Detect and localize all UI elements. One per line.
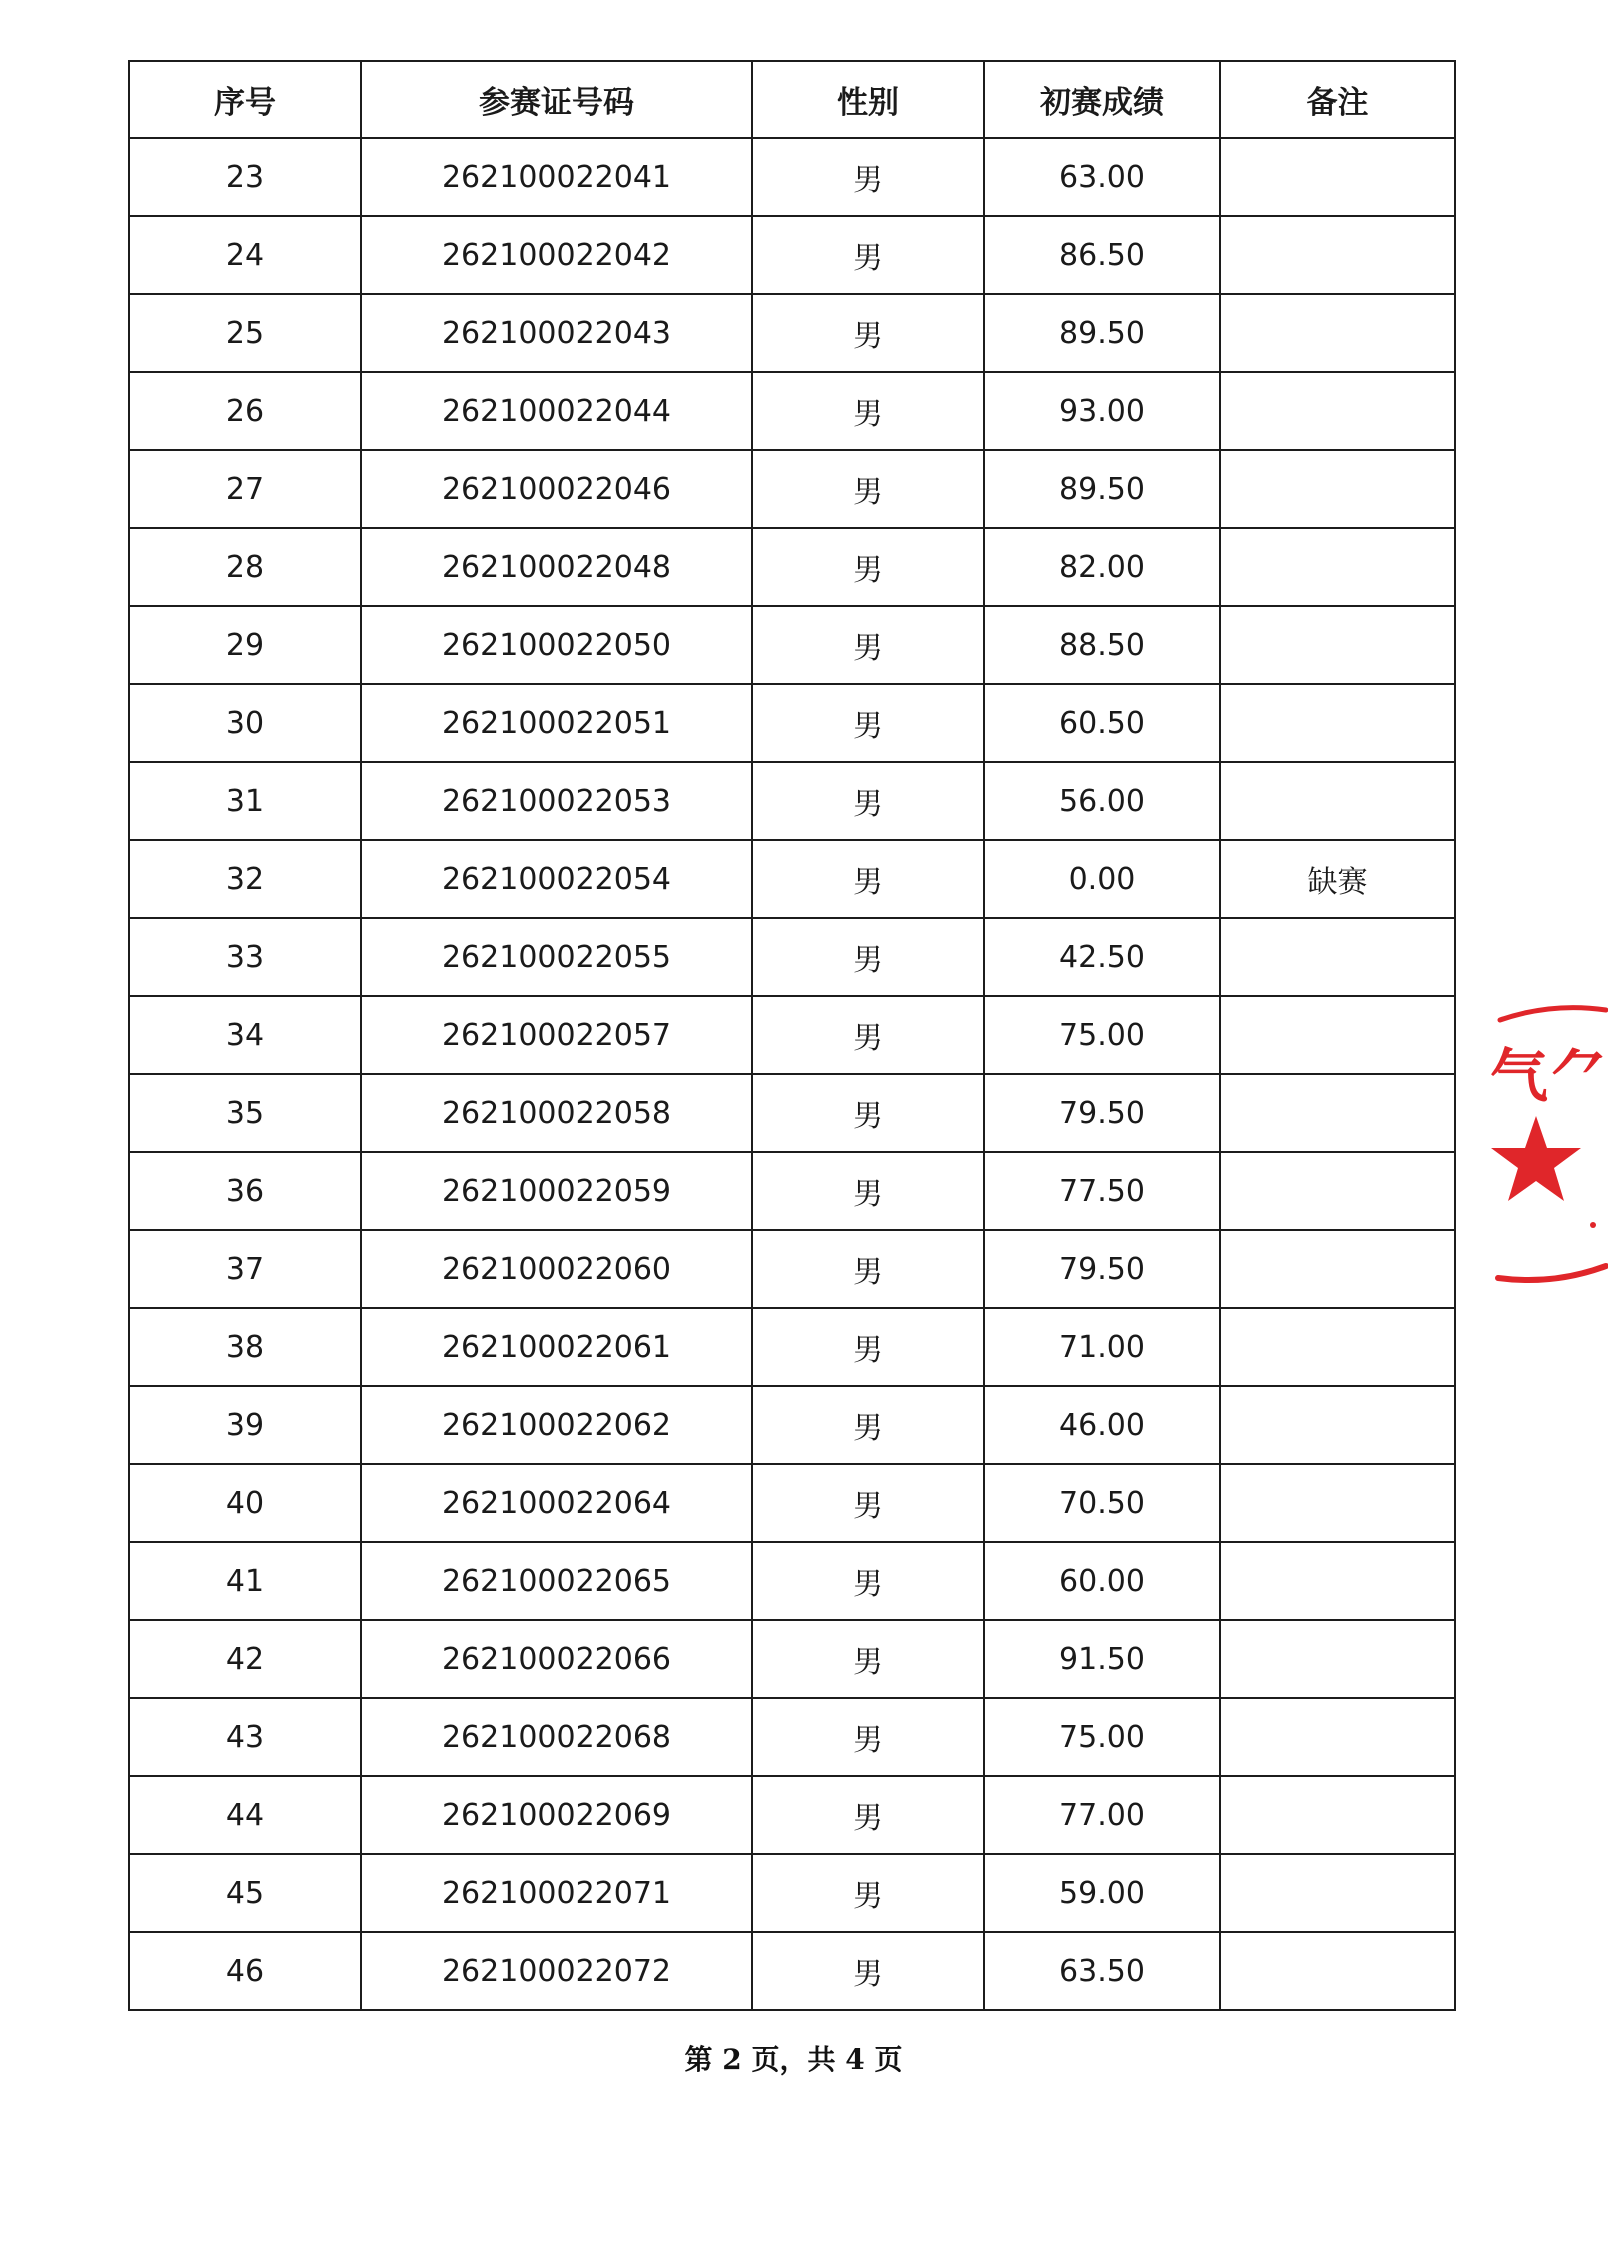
cell-preliminary-score: 82.00: [984, 528, 1220, 606]
cell-entry-number: 262100022060: [361, 1230, 752, 1308]
cell-entry-number: 262100022042: [361, 216, 752, 294]
table-row: [129, 1854, 1455, 1932]
cell-row-index: 42: [129, 1620, 361, 1698]
cell-preliminary-score: 89.50: [984, 450, 1220, 528]
cell-remarks: [1220, 1698, 1455, 1776]
cell-remarks: [1220, 450, 1455, 528]
cell-gender: 男: [752, 1152, 984, 1230]
cell-preliminary-score: 63.50: [984, 1932, 1220, 2010]
cell-preliminary-score: 86.50: [984, 216, 1220, 294]
cell-preliminary-score: 71.00: [984, 1308, 1220, 1386]
cell-row-index: 31: [129, 762, 361, 840]
official-seal: [1488, 988, 1608, 1293]
cell-remarks: [1220, 1152, 1455, 1230]
cell-row-index: 35: [129, 1074, 361, 1152]
results-table: [128, 60, 1456, 2011]
cell-entry-number: 262100022071: [361, 1854, 752, 1932]
cell-remarks: [1220, 606, 1455, 684]
table-header-row: [129, 61, 1455, 138]
cell-remarks: [1220, 294, 1455, 372]
table-row: [129, 606, 1455, 684]
table-row: [129, 138, 1455, 216]
cell-gender: 男: [752, 1230, 984, 1308]
table-row: [129, 1542, 1455, 1620]
cell-gender: 男: [752, 294, 984, 372]
cell-entry-number: 262100022043: [361, 294, 752, 372]
table-row: [129, 1464, 1455, 1542]
cell-preliminary-score: 56.00: [984, 762, 1220, 840]
cell-row-index: 30: [129, 684, 361, 762]
cell-entry-number: 262100022044: [361, 372, 752, 450]
cell-preliminary-score: 59.00: [984, 1854, 1220, 1932]
star-icon: [1491, 1116, 1581, 1201]
cell-preliminary-score: 77.00: [984, 1776, 1220, 1854]
cell-gender: 男: [752, 372, 984, 450]
table-row: [129, 450, 1455, 528]
cell-row-index: 39: [129, 1386, 361, 1464]
header-entry-number: 参赛证号码: [361, 61, 752, 138]
cell-remarks: [1220, 1776, 1455, 1854]
cell-gender: 男: [752, 216, 984, 294]
table-body: [129, 138, 1455, 2010]
cell-preliminary-score: 75.00: [984, 996, 1220, 1074]
header-preliminary-score: 初赛成绩: [984, 61, 1220, 138]
cell-remarks: [1220, 1464, 1455, 1542]
cell-remarks: [1220, 918, 1455, 996]
cell-gender: 男: [752, 1854, 984, 1932]
cell-row-index: 40: [129, 1464, 361, 1542]
cell-gender: 男: [752, 450, 984, 528]
table-row: [129, 1386, 1455, 1464]
table-row: [129, 216, 1455, 294]
table-row: [129, 918, 1455, 996]
cell-preliminary-score: 42.50: [984, 918, 1220, 996]
table-row: [129, 1152, 1455, 1230]
table-row: [129, 294, 1455, 372]
cell-entry-number: 262100022066: [361, 1620, 752, 1698]
cell-row-index: 46: [129, 1932, 361, 2010]
cell-gender: 男: [752, 138, 984, 216]
cell-entry-number: 262100022065: [361, 1542, 752, 1620]
cell-remarks: [1220, 216, 1455, 294]
cell-gender: 男: [752, 762, 984, 840]
seal-ring: [1500, 1008, 1606, 1020]
cell-row-index: 37: [129, 1230, 361, 1308]
cell-entry-number: 262100022048: [361, 528, 752, 606]
seal-graphic: [1488, 988, 1608, 1293]
cell-entry-number: 262100022041: [361, 138, 752, 216]
cell-preliminary-score: 79.50: [984, 1074, 1220, 1152]
cell-row-index: 34: [129, 996, 361, 1074]
table-row: [129, 1230, 1455, 1308]
cell-row-index: 25: [129, 294, 361, 372]
cell-gender: 男: [752, 528, 984, 606]
cell-remarks: [1220, 1308, 1455, 1386]
cell-gender: 男: [752, 1386, 984, 1464]
cell-preliminary-score: 75.00: [984, 1698, 1220, 1776]
cell-row-index: 24: [129, 216, 361, 294]
cell-remarks: [1220, 762, 1455, 840]
cell-entry-number: 262100022069: [361, 1776, 752, 1854]
cell-row-index: 32: [129, 840, 361, 918]
cell-remarks: [1220, 1386, 1455, 1464]
cell-entry-number: 262100022061: [361, 1308, 752, 1386]
cell-entry-number: 262100022050: [361, 606, 752, 684]
cell-preliminary-score: 79.50: [984, 1230, 1220, 1308]
seal-text: 气: [1490, 1042, 1549, 1110]
cell-row-index: 33: [129, 918, 361, 996]
cell-remarks: [1220, 372, 1455, 450]
table-row: [129, 996, 1455, 1074]
cell-remarks: [1220, 1542, 1455, 1620]
cell-remarks: [1220, 1620, 1455, 1698]
cell-gender: 男: [752, 684, 984, 762]
cell-entry-number: 262100022055: [361, 918, 752, 996]
seal-ring-bottom: [1498, 1266, 1606, 1280]
cell-row-index: 43: [129, 1698, 361, 1776]
table-row: [129, 762, 1455, 840]
cell-preliminary-score: 89.50: [984, 294, 1220, 372]
cell-preliminary-score: 93.00: [984, 372, 1220, 450]
cell-entry-number: 262100022064: [361, 1464, 752, 1542]
table-row: [129, 1074, 1455, 1152]
cell-row-index: 36: [129, 1152, 361, 1230]
cell-row-index: 29: [129, 606, 361, 684]
cell-preliminary-score: 91.50: [984, 1620, 1220, 1698]
cell-row-index: 44: [129, 1776, 361, 1854]
cell-entry-number: 262100022051: [361, 684, 752, 762]
cell-entry-number: 262100022046: [361, 450, 752, 528]
cell-entry-number: 262100022059: [361, 1152, 752, 1230]
cell-remarks: 缺赛: [1220, 840, 1455, 918]
cell-row-index: 28: [129, 528, 361, 606]
cell-preliminary-score: 0.00: [984, 840, 1220, 918]
cell-remarks: [1220, 1074, 1455, 1152]
cell-gender: 男: [752, 1932, 984, 2010]
seal-dot: [1590, 1222, 1596, 1228]
cell-gender: 男: [752, 996, 984, 1074]
header-gender: 性别: [752, 61, 984, 138]
cell-remarks: [1220, 684, 1455, 762]
table-row: [129, 684, 1455, 762]
cell-row-index: 45: [129, 1854, 361, 1932]
cell-gender: 男: [752, 918, 984, 996]
cell-remarks: [1220, 996, 1455, 1074]
cell-preliminary-score: 46.00: [984, 1386, 1220, 1464]
cell-entry-number: 262100022058: [361, 1074, 752, 1152]
cell-gender: 男: [752, 1698, 984, 1776]
cell-gender: 男: [752, 1620, 984, 1698]
table-row: [129, 1776, 1455, 1854]
table-row: [129, 528, 1455, 606]
cell-entry-number: 262100022068: [361, 1698, 752, 1776]
table-row: [129, 1932, 1455, 2010]
cell-row-index: 23: [129, 138, 361, 216]
cell-row-index: 26: [129, 372, 361, 450]
seal-text-partial: ⺈: [1550, 1042, 1608, 1110]
cell-gender: 男: [752, 1776, 984, 1854]
cell-remarks: [1220, 138, 1455, 216]
cell-remarks: [1220, 528, 1455, 606]
cell-remarks: [1220, 1230, 1455, 1308]
header-remarks: 备注: [1220, 61, 1455, 138]
cell-gender: 男: [752, 606, 984, 684]
cell-preliminary-score: 88.50: [984, 606, 1220, 684]
table-row: [129, 1620, 1455, 1698]
cell-gender: 男: [752, 840, 984, 918]
table-row: [129, 840, 1455, 918]
cell-preliminary-score: 63.00: [984, 138, 1220, 216]
cell-row-index: 38: [129, 1308, 361, 1386]
cell-entry-number: 262100022062: [361, 1386, 752, 1464]
cell-preliminary-score: 60.00: [984, 1542, 1220, 1620]
cell-entry-number: 262100022054: [361, 840, 752, 918]
header-index: 序号: [129, 61, 361, 138]
cell-gender: 男: [752, 1464, 984, 1542]
table-row: [129, 1698, 1455, 1776]
cell-row-index: 41: [129, 1542, 361, 1620]
cell-preliminary-score: 70.50: [984, 1464, 1220, 1542]
cell-preliminary-score: 77.50: [984, 1152, 1220, 1230]
cell-entry-number: 262100022057: [361, 996, 752, 1074]
cell-gender: 男: [752, 1074, 984, 1152]
cell-preliminary-score: 60.50: [984, 684, 1220, 762]
table-row: [129, 372, 1455, 450]
cell-entry-number: 262100022053: [361, 762, 752, 840]
cell-remarks: [1220, 1932, 1455, 2010]
table-row: [129, 1308, 1455, 1386]
cell-gender: 男: [752, 1308, 984, 1386]
cell-entry-number: 262100022072: [361, 1932, 752, 2010]
cell-gender: 男: [752, 1542, 984, 1620]
cell-row-index: 27: [129, 450, 361, 528]
page-number: 第 2 页，共 4 页: [684, 2043, 903, 2076]
cell-remarks: [1220, 1854, 1455, 1932]
